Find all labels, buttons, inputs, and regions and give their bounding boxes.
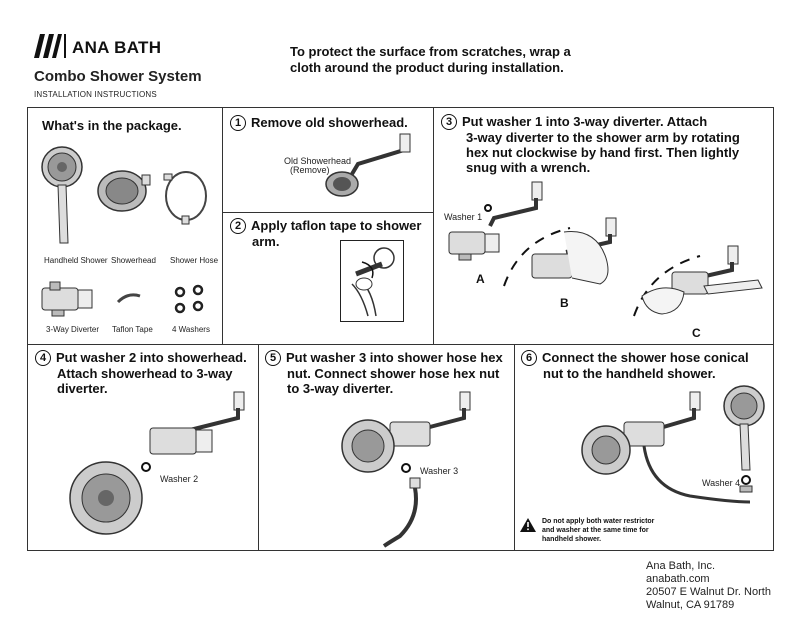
company-address	[646, 560, 771, 612]
package-item-showerhead: Showerhead	[111, 256, 156, 265]
package-item-3-way-diverter: 3-Way Diverter	[46, 325, 100, 334]
step-6-number: 6	[521, 350, 537, 366]
washer-3-icon	[400, 462, 412, 474]
package-item-4-washers: 4 Washers	[172, 325, 210, 334]
warning-icon	[520, 518, 536, 532]
three-way-diverter-icon	[38, 282, 98, 318]
step-5-number: 5	[265, 350, 281, 366]
step-4-line-3: diverter.	[57, 381, 108, 396]
washer-3-label: Washer 3	[420, 466, 459, 476]
step-4-line-1: Put washer 2 into showerhead.	[56, 350, 247, 365]
step-3-heading	[441, 114, 740, 175]
old-showerhead-label: Old Showerhead	[284, 156, 352, 166]
step-4-showerhead-icon	[68, 458, 148, 538]
washer-2-label: Washer 2	[160, 474, 199, 484]
step-4-number: 4	[35, 350, 51, 366]
warning-line-3: handheld shower.	[542, 536, 602, 543]
step-6-heading	[521, 350, 749, 381]
company-name: Ana Bath, Inc.	[646, 560, 716, 572]
company-city: Walnut, CA 91789	[646, 599, 735, 611]
washer-1-label: Washer 1	[444, 212, 483, 222]
washer-4-label: Washer 4	[702, 478, 741, 488]
step-4-diverter-arm-icon	[140, 392, 250, 462]
step-label-c: C	[692, 326, 701, 340]
step-5-hose-icon	[380, 476, 440, 546]
diverter-a-icon	[445, 226, 505, 266]
showerhead-icon	[96, 165, 152, 215]
company-website: anabath.com	[646, 573, 710, 585]
step-2-number: 2	[230, 218, 246, 234]
remove-label: (Remove)	[290, 165, 330, 175]
document-subtitle: INSTALLATION INSTRUCTIONS	[34, 90, 157, 99]
step-2-line-2: arm.	[252, 234, 280, 249]
step-3-line-1: Put washer 1 into 3-way diverter. Attach	[462, 114, 708, 129]
brand-name: ANA BATH	[72, 38, 162, 57]
old-showerhead-icon	[318, 134, 414, 206]
washers-icon	[172, 284, 208, 316]
package-item-handheld-shower: Handheld Shower	[44, 256, 108, 265]
step-1-heading	[230, 115, 408, 131]
handheld-shower-icon	[38, 145, 88, 245]
notice-line-2: cloth around the product during installation.	[290, 60, 564, 75]
step-6-line-1: Connect the shower hose conical	[542, 350, 749, 365]
package-title: What's in the package.	[42, 118, 182, 133]
ana-bath-logo-icon	[34, 34, 68, 58]
step-6-assembly-icon	[580, 392, 710, 512]
taflon-tape-application-icon	[342, 244, 402, 320]
step-5-line-2: nut. Connect shower hose hex nut	[287, 366, 500, 381]
step-3-line-2: 3-way diverter to the shower arm by rotating	[466, 130, 740, 145]
warning-line-1: Do not apply both water restrictor	[542, 518, 655, 525]
step-1-number: 1	[230, 115, 246, 131]
taflon-tape-icon	[116, 292, 142, 306]
step-4-heading	[35, 350, 247, 396]
step-label-b: B	[560, 296, 569, 310]
package-item-shower-hose: Shower Hose	[170, 256, 219, 265]
step-4-line-2: Attach showerhead to 3-way	[57, 366, 233, 381]
step-2-line-1: Apply taflon tape to shower	[251, 218, 422, 233]
step-1-line-1: Remove old showerhead.	[251, 115, 408, 130]
step-5-line-3: to 3-way diverter.	[287, 381, 394, 396]
step-5-heading	[265, 350, 503, 396]
step-3-number: 3	[441, 114, 457, 130]
step-label-a: A	[476, 272, 485, 286]
warning-text	[542, 517, 654, 544]
step-5-assembly-icon	[340, 392, 480, 472]
warning-line-2: and washer at the same time for	[542, 527, 649, 534]
package-item-taflon-tape: Taflon Tape	[112, 325, 153, 334]
step-5-line-1: Put washer 3 into shower hose hex	[286, 350, 503, 365]
step-3-line-4: snug with a wrench.	[466, 160, 591, 175]
document-title: Combo Shower System	[34, 68, 202, 85]
step-6-line-2: nut to the handheld shower.	[543, 366, 716, 381]
shower-hose-icon	[162, 168, 210, 228]
diverter-b-icon	[526, 218, 626, 298]
company-street: 20507 E Walnut Dr. North	[646, 586, 771, 598]
notice-line-1: To protect the surface from scratches, wrap a	[290, 44, 571, 59]
diverter-c-wrench-icon	[632, 246, 772, 326]
step-3-line-3: hex nut clockwise by hand first. Then lightly	[466, 145, 740, 160]
